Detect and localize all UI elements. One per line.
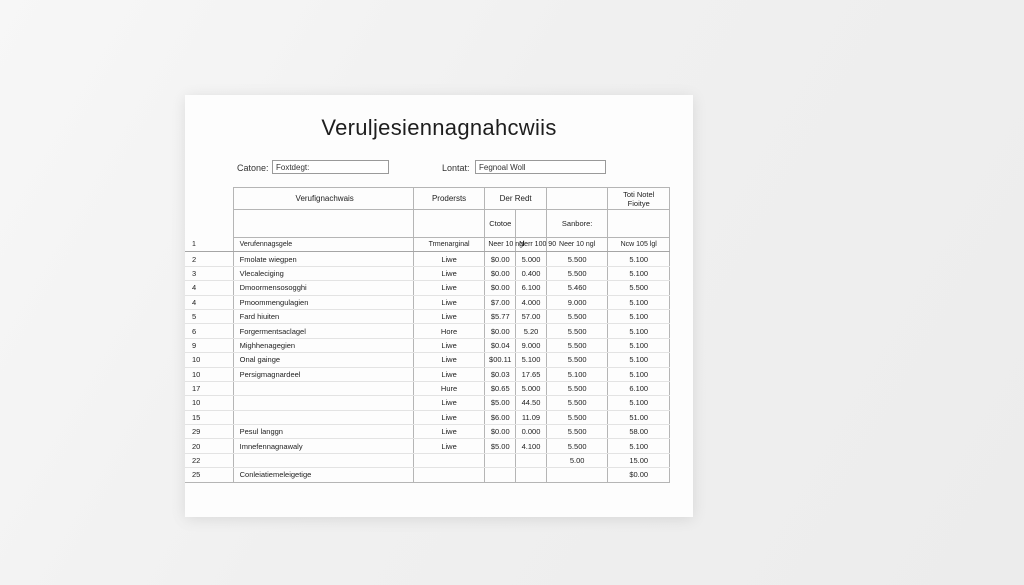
item-name: Pmoommengulagien	[233, 295, 413, 309]
value-b: 5.000	[516, 381, 547, 395]
row-number: 10	[185, 396, 233, 410]
header-col6: Toti Notel Fioitye	[608, 188, 670, 210]
item-type: Liwe	[413, 295, 485, 309]
left-field-input[interactable]: Foxtdegt:	[272, 160, 389, 174]
value-a: $7.00	[485, 295, 516, 309]
value-a: $0.03	[485, 367, 516, 381]
table-row	[185, 396, 670, 410]
subheader-col5: Sanbore:	[546, 210, 608, 238]
row-number: 10	[185, 353, 233, 367]
right-field-label: Lontat:	[442, 163, 470, 173]
data-table	[185, 187, 670, 483]
value-c: 5.500	[546, 309, 608, 323]
table-row	[185, 381, 670, 395]
item-type: Liwe	[413, 439, 485, 453]
value-total: 5.100	[608, 309, 670, 323]
value-a: $0.00	[485, 324, 516, 338]
value-total: 5.100	[608, 338, 670, 352]
value-a: Neer 10 ngl	[485, 238, 516, 252]
item-name: Dmoormensosogghi	[233, 281, 413, 295]
table-row	[185, 338, 670, 352]
item-type: Liwe	[413, 252, 485, 266]
value-a: $6.00	[485, 410, 516, 424]
value-b: 5.000	[516, 252, 547, 266]
value-c	[546, 468, 608, 482]
item-type: Liwe	[413, 396, 485, 410]
item-name: Conleiatiemeleigetige	[233, 468, 413, 482]
subheader-col6	[608, 210, 670, 238]
row-number: 20	[185, 439, 233, 453]
row-number: 9	[185, 338, 233, 352]
value-b: 17.65	[516, 367, 547, 381]
item-type: Hore	[413, 324, 485, 338]
row-number: 10	[185, 367, 233, 381]
item-name: Fmolate wiegpen	[233, 252, 413, 266]
value-a: $5.00	[485, 396, 516, 410]
table-row	[185, 425, 670, 439]
value-a: $0.65	[485, 381, 516, 395]
row-number: 22	[185, 453, 233, 467]
value-c: 5.500	[546, 410, 608, 424]
value-total: 5.100	[608, 266, 670, 280]
value-a: $5.00	[485, 439, 516, 453]
item-type: Liwe	[413, 425, 485, 439]
item-name: Persigmagnardeel	[233, 367, 413, 381]
row-number: 2	[185, 252, 233, 266]
table-subheader-row	[185, 210, 670, 238]
item-type: Liwe	[413, 410, 485, 424]
value-b: 0.000	[516, 425, 547, 439]
item-name	[233, 396, 413, 410]
table-row	[185, 453, 670, 467]
item-type	[413, 453, 485, 467]
header-col34: Der Redt	[485, 188, 547, 210]
item-name: Forgermentsaclagel	[233, 324, 413, 338]
value-b: 57.00	[516, 309, 547, 323]
item-type: Liwe	[413, 353, 485, 367]
subheader-col4	[516, 210, 547, 238]
value-b: 9.000	[516, 338, 547, 352]
subheader-blank	[185, 210, 233, 238]
value-a: $0.04	[485, 338, 516, 352]
value-c: 5.500	[546, 266, 608, 280]
value-c: 5.500	[546, 396, 608, 410]
header-col1: Verufignachwais	[233, 188, 413, 210]
item-type: Liwe	[413, 266, 485, 280]
item-type: Liwe	[413, 367, 485, 381]
table-row	[185, 367, 670, 381]
header-col2: Prodersts	[413, 188, 485, 210]
item-type: Hure	[413, 381, 485, 395]
row-number: 5	[185, 309, 233, 323]
value-b: 6.100	[516, 281, 547, 295]
value-c: Neer 10 ngl	[546, 238, 608, 252]
left-field-label: Catone:	[237, 163, 269, 173]
item-type: Liwe	[413, 338, 485, 352]
value-c: 5.500	[546, 381, 608, 395]
item-name	[233, 381, 413, 395]
row-number: 29	[185, 425, 233, 439]
value-c: 9.000	[546, 295, 608, 309]
subheader-col1	[233, 210, 413, 238]
value-c: 5.500	[546, 252, 608, 266]
value-c: 5.00	[546, 453, 608, 467]
item-type: Liwe	[413, 309, 485, 323]
item-name	[233, 453, 413, 467]
value-b	[516, 468, 547, 482]
table-row	[185, 295, 670, 309]
value-b: 4.000	[516, 295, 547, 309]
value-b: Nerr 100 90	[516, 238, 547, 252]
value-total: 5.100	[608, 367, 670, 381]
table-row	[185, 252, 670, 266]
value-b: 4.100	[516, 439, 547, 453]
value-c: 5.500	[546, 439, 608, 453]
table-row	[185, 309, 670, 323]
document-title: Veruljesiennagnahcwiis	[321, 115, 557, 140]
value-b: 44.50	[516, 396, 547, 410]
value-b: 11.09	[516, 410, 547, 424]
value-total: 5.100	[608, 396, 670, 410]
table-row	[185, 439, 670, 453]
value-c: 5.500	[546, 353, 608, 367]
value-total: 58.00	[608, 425, 670, 439]
row-number: 4	[185, 295, 233, 309]
value-b	[516, 453, 547, 467]
item-type: Liwe	[413, 281, 485, 295]
value-total: 5.100	[608, 295, 670, 309]
table-row	[185, 324, 670, 338]
value-total: 15.00	[608, 453, 670, 467]
table-header-row	[185, 188, 670, 210]
value-a: $0.00	[485, 425, 516, 439]
item-name: Vlecaleciging	[233, 266, 413, 280]
subheader-col2	[413, 210, 485, 238]
row-number: 1	[185, 238, 233, 252]
value-total: $0.00	[608, 468, 670, 482]
value-total: 5.100	[608, 252, 670, 266]
value-a	[485, 453, 516, 467]
value-total: 51.00	[608, 410, 670, 424]
header-blank	[185, 188, 233, 210]
table-row	[185, 281, 670, 295]
value-c: 5.100	[546, 367, 608, 381]
row-number: 3	[185, 266, 233, 280]
value-a: $0.00	[485, 266, 516, 280]
subheader-col3: Ctotoe	[485, 210, 516, 238]
item-name: Mighhenagegien	[233, 338, 413, 352]
row-number: 4	[185, 281, 233, 295]
table-row	[185, 410, 670, 424]
item-type: Trmenarginal	[413, 238, 485, 252]
value-b: 5.100	[516, 353, 547, 367]
table-row	[185, 266, 670, 280]
value-a: $5.77	[485, 309, 516, 323]
value-total: 5.100	[608, 353, 670, 367]
table-row	[185, 238, 670, 252]
table-row	[185, 353, 670, 367]
value-a: $00.11	[485, 353, 516, 367]
value-total: Ncw 105 lgl	[608, 238, 670, 252]
value-c: 5.460	[546, 281, 608, 295]
value-b: 5.20	[516, 324, 547, 338]
value-total: 5.100	[608, 324, 670, 338]
row-number: 25	[185, 468, 233, 482]
value-c: 5.500	[546, 324, 608, 338]
table-row	[185, 468, 670, 482]
item-type	[413, 468, 485, 482]
row-number: 6	[185, 324, 233, 338]
row-number: 17	[185, 381, 233, 395]
value-c: 5.500	[546, 425, 608, 439]
row-number: 15	[185, 410, 233, 424]
value-c: 5.500	[546, 338, 608, 352]
right-field-input[interactable]: Fegnoal Woll	[475, 160, 606, 174]
value-a: $0.00	[485, 252, 516, 266]
value-b: 0.400	[516, 266, 547, 280]
value-a: $0.00	[485, 281, 516, 295]
value-total: 5.100	[608, 439, 670, 453]
item-name: Fard hiuiten	[233, 309, 413, 323]
item-name	[233, 410, 413, 424]
value-total: 5.500	[608, 281, 670, 295]
item-name: Verufennagsgele	[233, 238, 413, 252]
value-a	[485, 468, 516, 482]
item-name: Onal gainge	[233, 353, 413, 367]
document-sheet	[185, 95, 693, 517]
item-name: Imnefennagnawaly	[233, 439, 413, 453]
value-total: 6.100	[608, 381, 670, 395]
item-name: Pesul langgn	[233, 425, 413, 439]
header-col5	[546, 188, 608, 210]
